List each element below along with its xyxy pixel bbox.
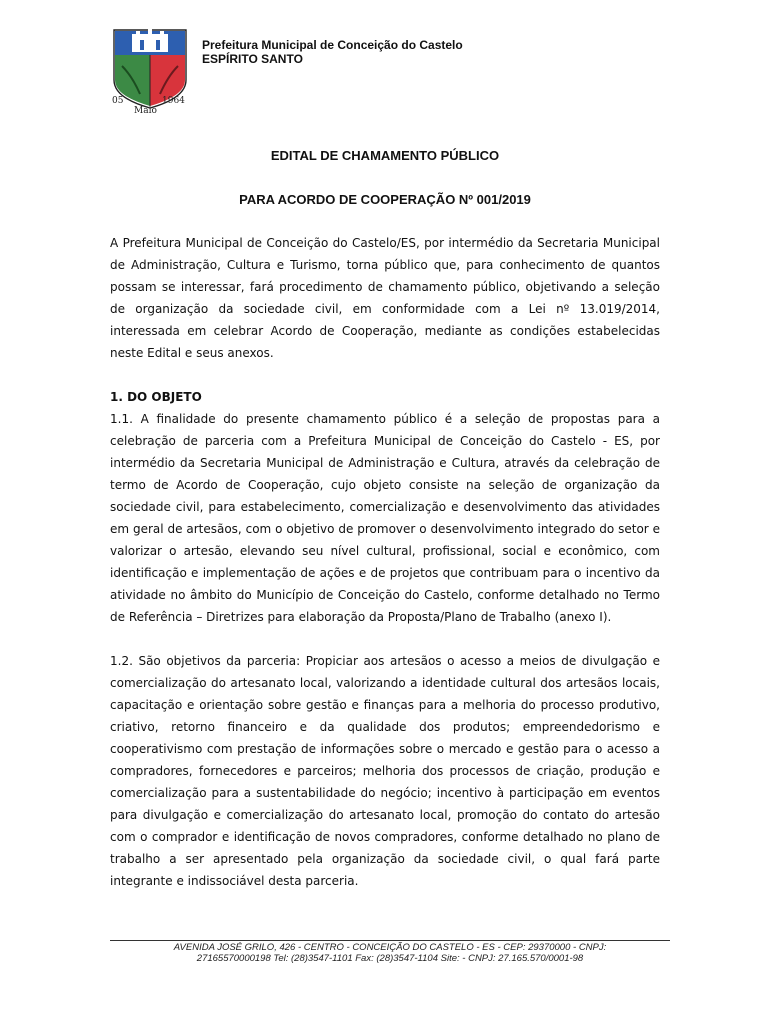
- footer-address: AVENIDA JOSÉ GRILO, 426 - CENTRO - CONCEIÇÃO DO CASTELO - ES - CEP: 29370000 - CNPJ:: [173, 942, 607, 953]
- crest-date-day: 05: [112, 96, 124, 106]
- document-title: EDITAL DE CHAMAMENTO PÚBLICO: [270, 148, 500, 163]
- section-heading: 1. DO OBJETO: [110, 390, 202, 404]
- paragraph-1-1: 1.1. A finalidade do presente chamamento público é a seleção de propostas para a celebração de parceria com a Prefeitura Municipal de Conceição do Castelo - ES, por intermédio da Secretaria Municipal de Administração e Cultura, através da celebração de termo de Acordo de Cooperação, cujo objeto consiste na seleção de organização da sociedade civil, para estabelecimento, comercialização e desenvolvimento das atividades em geral de artesãos, com o objetivo de promover o desenvolvimento integrado do setor e valorizar o artesão, elevando seu nível cultural, profissional, social e econômico, com identificação e implementação de ações e de projetos que contribuam para o incentivo da atividade no âmbito do Município de Conceição do Castelo, conforme detalhado no Termo de Referência – Diretrizes para elaboração da Proposta/Plano de Trabalho (anexo I).: [110, 412, 660, 624]
- crest-date-year: 1964: [162, 96, 185, 106]
- letterhead: [110, 20, 670, 120]
- document-body: [110, 232, 660, 892]
- crest-date-month: Maio: [134, 106, 157, 116]
- footer-contact: 27165570000198 Tel: (28)3547-1101 Fax: (28)3547-1104 Site: - CNPJ: 27.165.570/0001-98: [196, 953, 584, 964]
- state-name: ESPÍRITO SANTO: [202, 52, 303, 66]
- paragraph-1-2: 1.2. São objetivos da parceria: Propiciar aos artesãos o acesso a meios de divulgação e comercialização do artesanato local, valorizando a identidade cultural dos artesãos locais, capacitação e orientação sobre gestão e finanças para a melhoria do processo produtivo, criativo, retorno financeiro e da qualidade dos produtos; empreendedorismo e cooperativismo com prestação de informações sobre o mercado e gestão para o acesso a compradores, fornecedores e parceiros; melhoria dos processos de criação, produção e comercialização para a sustentabilidade do negócio; incentivo à participação em eventos para divulgação e comercialização do artesanato local, promoção do contato do artesão com o comprador e identificação de novos compradores, conforme detalhado no plano de trabalho a ser apresentado pela organização da sociedade civil, o qual fará parte integrante e indissociável desta parceria.: [110, 654, 660, 888]
- document-subtitle: PARA ACORDO DE COOPERAÇÃO Nº 001/2019: [239, 192, 531, 207]
- letterhead-text: [202, 38, 463, 66]
- intro-paragraph: A Prefeitura Municipal de Conceição do Castelo/ES, por intermédio da Secretaria Municipal de Administração, Cultura e Turismo, torna público que, para conhecimento de quantos possam se interessar, fará procedimento de chamamento público, objetivando a seleção de organização da sociedade civil, em conformidade com a Lei nº 13.019/2014, interessada em celebrar Acordo de Cooperação, mediante as condições estabelecidas neste Edital e seus anexos.: [110, 236, 660, 360]
- footer-divider: [110, 940, 670, 941]
- page-footer: [110, 942, 670, 964]
- municipality-name: Prefeitura Municipal de Conceição do Castelo: [202, 38, 463, 52]
